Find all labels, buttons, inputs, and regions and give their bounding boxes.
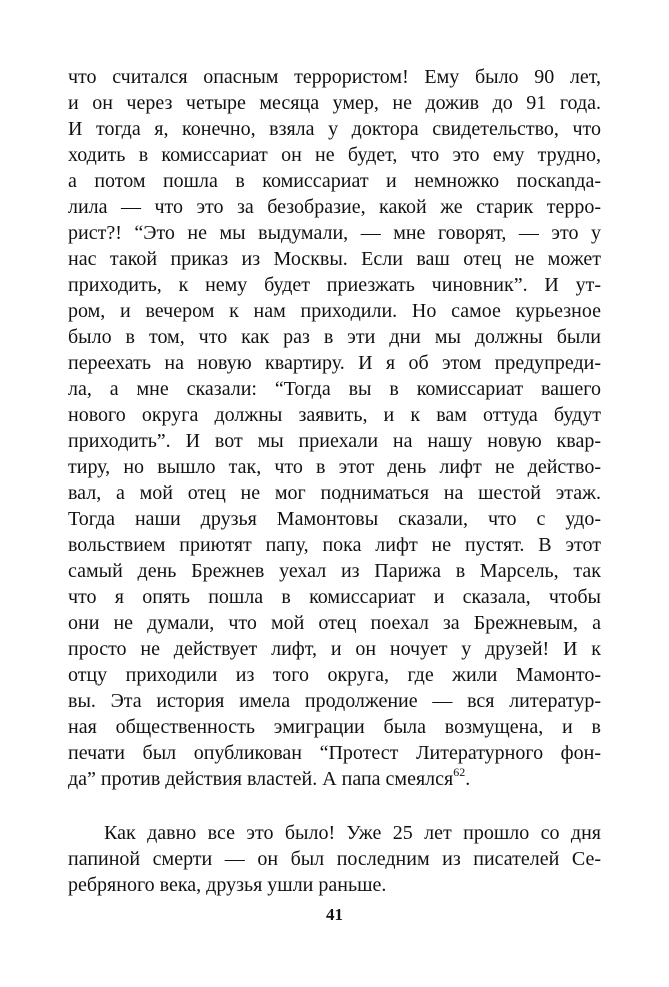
text-line: ром, и вечером к нам приходили. Но самое курьезное [68, 300, 601, 322]
text-line: самый день Брежнев уехал из Парижа в Марсель, так [68, 560, 601, 582]
text-line: нового округа должны заявить, и к вам оттуда будут [68, 404, 601, 426]
text-line: вы. Эта история имела продолжение — вся литератур- [68, 690, 601, 712]
text-line: тиру, но вышло так, что в этот день лифт не действо- [68, 456, 601, 478]
text-line: отцу приходили из того округа, где жили Мамонто- [68, 664, 601, 686]
text-line: ла, а мне сказали: “Тогда вы в комиссариат вашего [68, 378, 601, 400]
text-line: переехать на новую квартиру. И я об этом предупреди- [68, 352, 601, 374]
text-line: Тогда наши друзья Мамонтовы сказали, что с удо- [68, 508, 601, 530]
text-line-indented: Как давно все это было! Уже 25 лет прошло со дня [104, 822, 601, 844]
text-line: папиной смерти — он был последним из писателей Се- [68, 848, 601, 870]
text-line: печати был опубликован “Протест Литературного фон- [68, 742, 601, 764]
text-line-content: да” против действия властей. А папа смеялся [68, 768, 454, 790]
text-line: было в том, что как раз в эти дни мы должны были [68, 326, 601, 348]
text-line: и он через четыре месяца умер, не дожив до 91 года. [68, 92, 601, 114]
text-line: что я опять пошла в комиссариат и сказала, чтобы [68, 586, 601, 608]
text-line: лила — что это за безобразие, какой же старик терро- [68, 196, 601, 218]
page-number: 41 [326, 905, 343, 924]
footnote-reference[interactable]: 62 [453, 765, 466, 779]
sentence-period: . [465, 768, 471, 790]
text-line: рист?! “Это не мы выдумали, — мне говорят, — это у [68, 222, 601, 244]
text-line: а потом пошла в комиссариат и немножко поскanда- [68, 170, 601, 192]
text-line: они не думали, что мой отец поехал за Брежневым, а [68, 612, 601, 634]
text-line: вал, а мой отец не мог подниматься на шестой этаж. [68, 482, 601, 504]
text-line: приходить, к нему будет приезжать чиновник”. И ут- [68, 274, 601, 296]
text-line: ная общественность эмиграции была возмущена, и в [68, 716, 601, 738]
text-line: просто не действует лифт, и он ночует у друзей! И к [68, 638, 601, 660]
text-line-last: ребряного века, друзья ушли раньше. [68, 874, 387, 896]
text-line: что считался опасным террористом! Ему было 90 лет, [68, 66, 601, 88]
text-line: приходить”. И вот мы приехали на нашу новую квар- [68, 430, 601, 452]
text-line-last [68, 767, 601, 791]
text-line: нас такой приказ из Москвы. Если ваш отец не может [68, 248, 601, 270]
text-line: И тогда я, конечно, взяла у доктора свидетельство, что [68, 118, 601, 140]
text-line: вольствием приютят папу, пока лифт не пустят. В этот [68, 534, 601, 556]
text-line: ходить в комиссариат он не будет, что это ему трудно, [68, 144, 601, 166]
